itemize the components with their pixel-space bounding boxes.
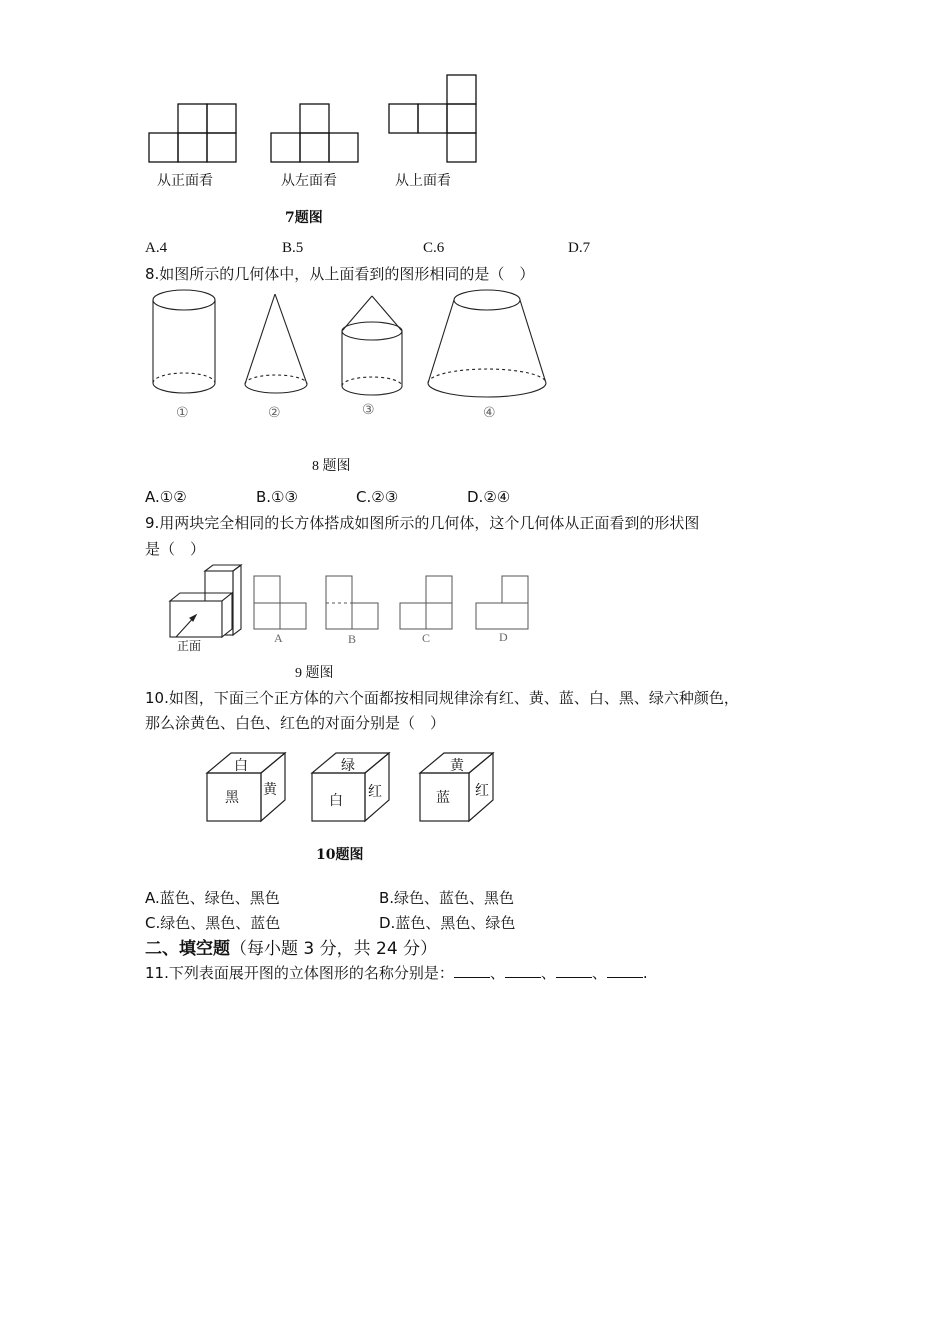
- q7-option-b: B.5: [282, 240, 304, 256]
- q7-top-view: [388, 73, 488, 168]
- q10-option-c: C.绿色、黑色、蓝色: [145, 914, 281, 932]
- q10-cube-1-top: 白: [234, 758, 248, 774]
- q7-fig-caption: 7题图: [285, 210, 323, 226]
- q7-label-front: 从正面看: [157, 173, 213, 189]
- q8-stem: 8.如图所示的几何体中，从上面看到的图形相同的是（ ）: [145, 265, 535, 283]
- q10-stem-line2: 那么涂黄色、白色、红色的对面分别是（ ）: [145, 714, 446, 732]
- q11-sep-3: 、: [591, 964, 607, 982]
- q7-label-left: 从左面看: [281, 173, 337, 189]
- q9-choice-d-shape: [474, 574, 534, 632]
- q7-front-view: [148, 101, 248, 166]
- q9-front-label: 正面: [177, 639, 202, 653]
- q8-frustum: [425, 288, 550, 403]
- q8-fig-caption: 8 题图: [312, 459, 351, 474]
- q8-cone-on-cylinder: [338, 294, 408, 404]
- q10-cube-3-top: 黄: [450, 758, 464, 774]
- section2-title: [145, 934, 437, 959]
- q11-blank-1[interactable]: [454, 965, 490, 978]
- q10-cube-1-front: 黑: [225, 790, 239, 806]
- q10-cube-1-side: 黄: [263, 782, 277, 798]
- q9-choice-b-label: B: [348, 632, 357, 646]
- q11-sep-2: 、: [540, 964, 556, 982]
- q11-blank-4[interactable]: [607, 965, 643, 978]
- section2-heading: 二、填空题: [145, 939, 230, 959]
- q10-cube-3-side: 红: [475, 783, 489, 799]
- q8-label-4: ④: [483, 405, 496, 421]
- section2-note: （每小题 3 分，共 24 分）: [230, 939, 438, 959]
- q11-blank-3[interactable]: [556, 965, 592, 978]
- q8-label-1: ①: [176, 405, 189, 421]
- q9-choice-b-shape: [324, 574, 384, 632]
- q7-option-d: D.7: [568, 240, 591, 256]
- q8-label-2: ②: [268, 405, 281, 421]
- q7-option-a: A.4: [145, 240, 168, 256]
- q10-option-a: A.蓝色、绿色、黑色: [145, 889, 280, 907]
- q8-option-d: D.②④: [467, 488, 511, 506]
- q9-choice-d-label: D: [499, 630, 508, 644]
- q8-option-b: B.①③: [256, 488, 298, 506]
- q10-cube-3-front: 蓝: [436, 790, 450, 806]
- q9-solid: [166, 563, 246, 648]
- q7-label-top: 从上面看: [395, 173, 451, 189]
- q11-blank-2[interactable]: [505, 965, 541, 978]
- q10-cube-2-side: 红: [368, 784, 382, 800]
- q10-cube-1: [204, 750, 294, 825]
- q11: [145, 962, 648, 983]
- q8-cylinder: [150, 288, 220, 398]
- q10-stem-line1: 10.如图，下面三个正方体的六个面都按相同规律涂有红、黄、蓝、白、黑、绿六种颜色，: [145, 689, 739, 707]
- q10-cube-2-front: 白: [329, 793, 343, 809]
- q11-end: .: [642, 964, 648, 982]
- q9-stem-line2: 是（ ）: [145, 540, 206, 558]
- q9-choice-a-shape: [252, 574, 312, 632]
- q9-choice-c-shape: [398, 574, 458, 632]
- q9-choice-a-label: A: [274, 631, 283, 645]
- q10-fig-caption: 10题图: [316, 847, 364, 863]
- q10-cube-2-top: 绿: [341, 758, 355, 774]
- q8-option-a: A.①②: [145, 488, 187, 506]
- q9-stem-line1: 9.用两块完全相同的长方体搭成如图所示的几何体，这个几何体从正面看到的形状图: [145, 514, 700, 532]
- q11-stem: 11.下列表面展开图的立体图形的名称分别是：: [145, 964, 454, 982]
- q7-option-c: C.6: [423, 240, 445, 256]
- q8-option-c: C.②③: [356, 488, 399, 506]
- q11-sep-1: 、: [489, 964, 505, 982]
- q9-fig-caption: 9 题图: [295, 666, 334, 681]
- q10-option-d: D.蓝色、黑色、绿色: [379, 914, 516, 932]
- q7-left-view: [270, 101, 370, 166]
- q9-choice-c-label: C: [422, 631, 431, 645]
- q10-option-b: B.绿色、蓝色、黑色: [379, 889, 515, 907]
- q8-cone: [242, 292, 312, 402]
- q8-label-3: ③: [362, 402, 375, 418]
